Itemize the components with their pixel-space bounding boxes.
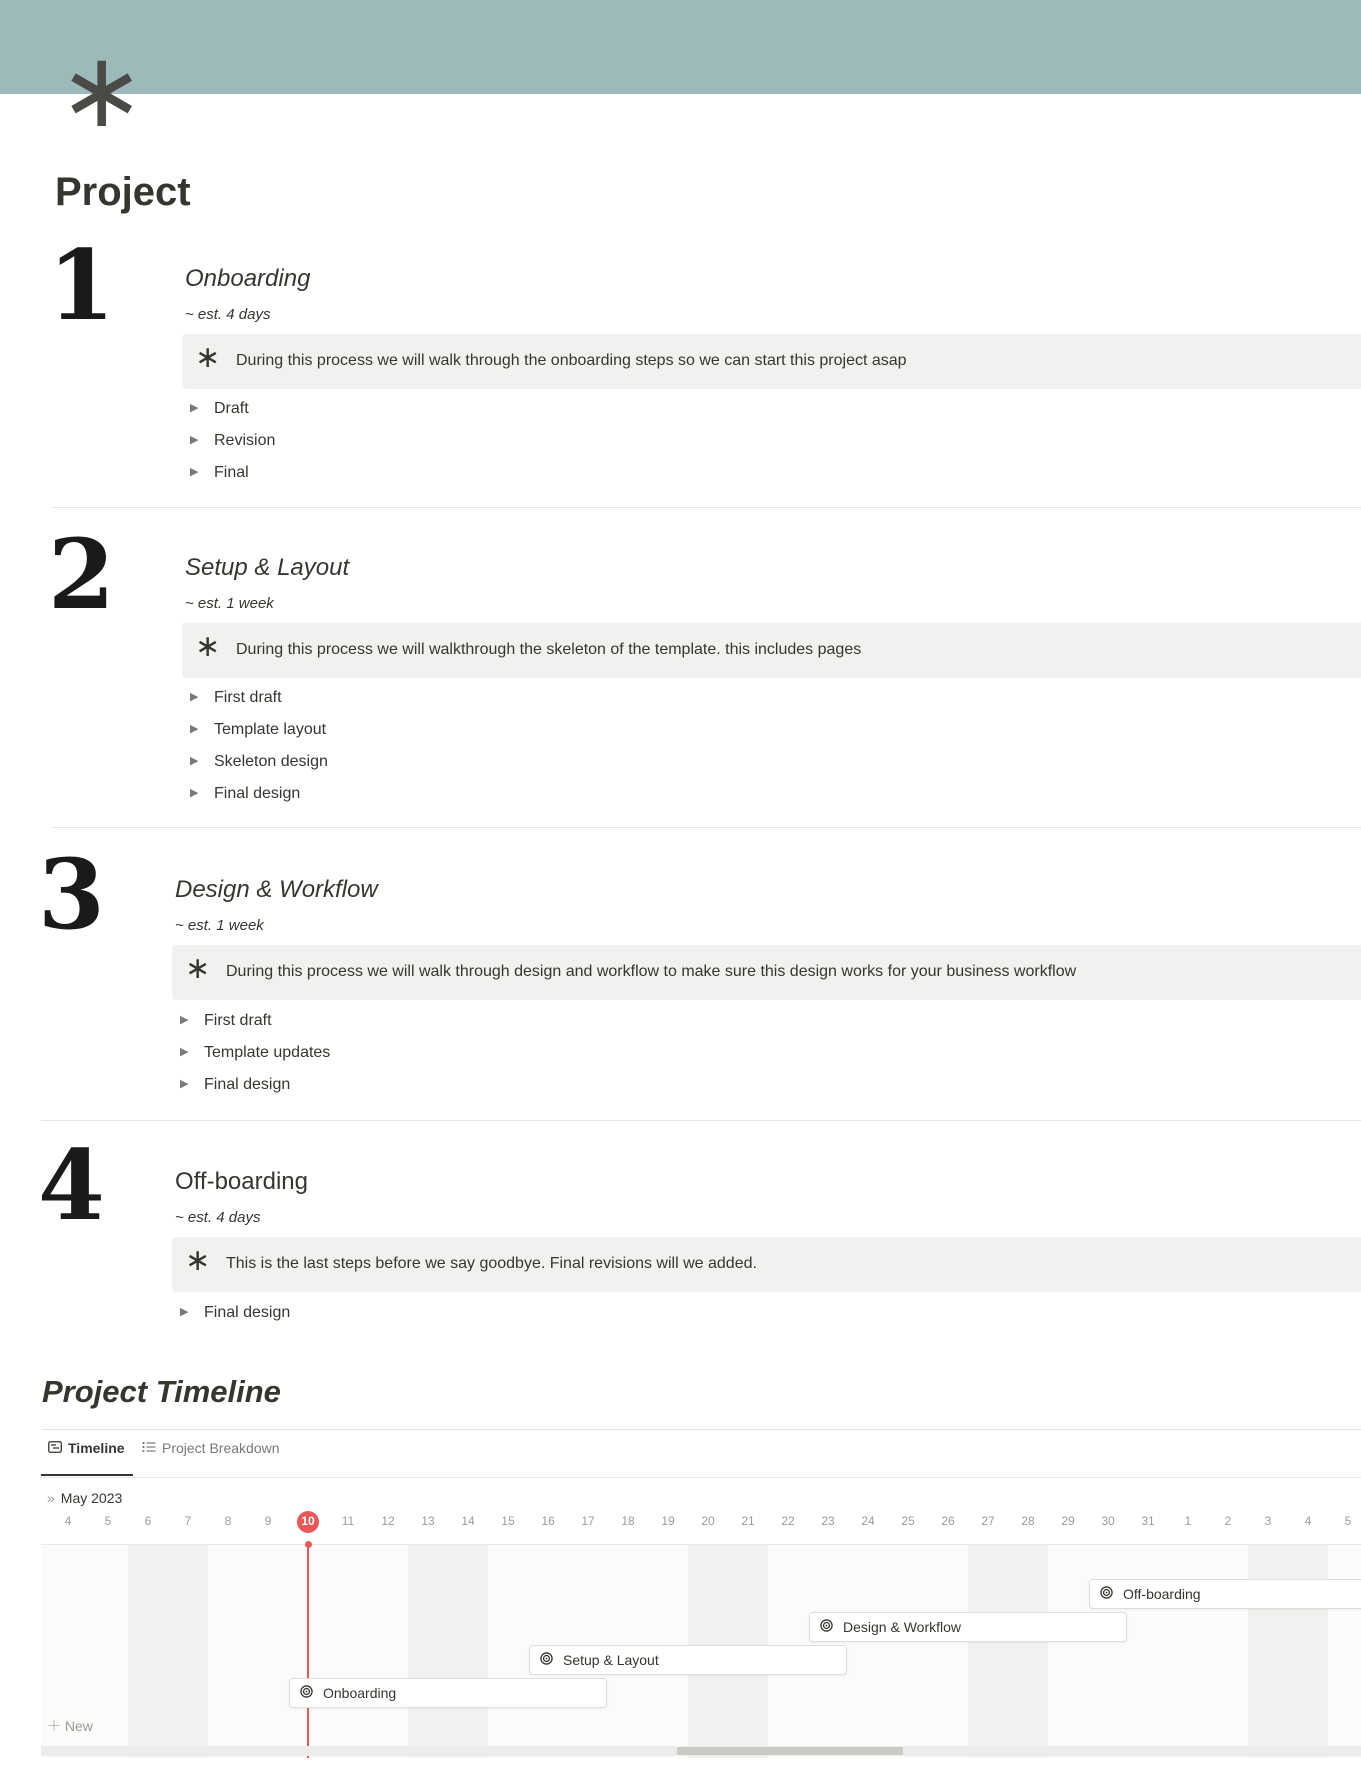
section-number: 2 bbox=[48, 518, 115, 631]
day-label: 3 bbox=[1264, 1514, 1272, 1528]
section-estimate: ~ est. 1 week bbox=[185, 595, 274, 612]
callout bbox=[182, 623, 1361, 678]
day-label: 26 bbox=[941, 1514, 955, 1528]
day-label: 23 bbox=[821, 1514, 835, 1528]
callout-text[interactable]: During this process we will walk through the onboarding steps so we can start this project asap bbox=[236, 352, 907, 369]
timeline-icon bbox=[48, 1440, 62, 1456]
toggle-label: Revision bbox=[214, 432, 276, 449]
day-label: 24 bbox=[861, 1514, 875, 1528]
toggle-item[interactable] bbox=[180, 1044, 330, 1074]
day-label: 8 bbox=[224, 1514, 232, 1528]
triangle-right-icon[interactable]: ▶ bbox=[190, 466, 199, 478]
today-marker-line bbox=[307, 1545, 309, 1758]
today-marker-dot bbox=[305, 1541, 312, 1548]
day-label: 17 bbox=[581, 1514, 595, 1528]
new-label: New bbox=[64, 1718, 93, 1734]
callout-text[interactable]: During this process we will walk through design and workflow to make sure this design works for your business workflow bbox=[226, 963, 1077, 980]
triangle-right-icon[interactable]: ▶ bbox=[180, 1078, 189, 1090]
day-label: 16 bbox=[541, 1514, 555, 1528]
bar-label: Design & Workflow bbox=[843, 1619, 962, 1635]
active-tab-indicator bbox=[41, 1474, 133, 1476]
toggle-item[interactable] bbox=[180, 1012, 272, 1042]
day-label: 31 bbox=[1141, 1514, 1155, 1528]
timeline-bar-onboarding[interactable] bbox=[289, 1678, 607, 1708]
triangle-right-icon[interactable]: ▶ bbox=[190, 723, 199, 735]
divider bbox=[42, 1429, 1361, 1430]
day-label: 20 bbox=[701, 1514, 715, 1528]
toggle-item[interactable] bbox=[190, 464, 249, 494]
tab-timeline[interactable] bbox=[48, 1440, 125, 1476]
target-icon bbox=[300, 1685, 313, 1698]
callout-text[interactable]: This is the last steps before we say goodbye. Final revisions will we added. bbox=[226, 1255, 757, 1272]
tab-label: Project Breakdown bbox=[162, 1440, 280, 1456]
section-estimate: ~ est. 4 days bbox=[175, 1209, 261, 1226]
asterisk-icon[interactable]: ∗ bbox=[195, 340, 221, 375]
day-label: 22 bbox=[781, 1514, 795, 1528]
day-label: 29 bbox=[1061, 1514, 1075, 1528]
section-title[interactable]: Design & Workflow bbox=[175, 876, 378, 903]
toggle-label: First draft bbox=[204, 1012, 272, 1029]
day-label: 5 bbox=[104, 1514, 112, 1528]
toggle-item[interactable] bbox=[190, 432, 275, 462]
asterisk-icon[interactable]: ∗ bbox=[195, 629, 221, 664]
section-estimate: ~ est. 1 week bbox=[175, 917, 264, 934]
timeline-grid[interactable] bbox=[41, 1544, 1361, 1758]
divider bbox=[41, 1477, 1361, 1478]
weekend-column bbox=[128, 1545, 208, 1758]
day-label: 12 bbox=[381, 1514, 395, 1528]
day-label: 19 bbox=[661, 1514, 675, 1528]
triangle-right-icon[interactable]: ▶ bbox=[190, 691, 199, 703]
plus-icon: ＋ bbox=[47, 1718, 61, 1734]
day-label: 13 bbox=[421, 1514, 435, 1528]
toggle-item[interactable] bbox=[190, 689, 282, 719]
triangle-right-icon[interactable]: ▶ bbox=[190, 434, 199, 446]
toggle-item[interactable] bbox=[190, 400, 249, 430]
bar-label: Off-boarding bbox=[1123, 1586, 1201, 1602]
divider bbox=[41, 1120, 1361, 1121]
double-chevron-right-icon[interactable]: » bbox=[47, 1490, 55, 1506]
triangle-right-icon[interactable]: ▶ bbox=[190, 787, 199, 799]
scrollbar-thumb[interactable] bbox=[677, 1747, 903, 1755]
toggle-label: Draft bbox=[214, 400, 249, 417]
toggle-label: Final design bbox=[204, 1076, 291, 1093]
section-title[interactable]: Setup & Layout bbox=[185, 554, 350, 581]
toggle-item[interactable] bbox=[180, 1304, 290, 1334]
triangle-right-icon[interactable]: ▶ bbox=[180, 1046, 189, 1058]
timeline-view[interactable] bbox=[41, 1484, 1361, 1758]
day-label: 15 bbox=[501, 1514, 515, 1528]
section-estimate: ~ est. 4 days bbox=[185, 306, 271, 323]
target-icon bbox=[540, 1652, 553, 1665]
day-label: 28 bbox=[1021, 1514, 1035, 1528]
page-title[interactable]: Project bbox=[55, 170, 191, 214]
toggle-label: Template layout bbox=[214, 721, 327, 738]
section-number: 4 bbox=[38, 1129, 105, 1242]
section-number: 1 bbox=[48, 229, 115, 342]
toggle-label: Final design bbox=[214, 785, 301, 802]
day-label: 30 bbox=[1101, 1514, 1115, 1528]
triangle-right-icon[interactable]: ▶ bbox=[190, 755, 199, 767]
toggle-item[interactable] bbox=[190, 721, 326, 751]
day-label: 4 bbox=[1304, 1514, 1312, 1528]
toggle-label: Skeleton design bbox=[214, 753, 328, 770]
day-label: 14 bbox=[461, 1514, 475, 1528]
section-title[interactable]: Off-boarding bbox=[175, 1168, 308, 1195]
asterisk-icon[interactable]: ∗ bbox=[185, 951, 211, 986]
day-label: 1 bbox=[1184, 1514, 1192, 1528]
target-icon bbox=[1100, 1586, 1113, 1599]
section-title[interactable]: Onboarding bbox=[185, 265, 311, 292]
horizontal-scrollbar[interactable] bbox=[41, 1746, 1361, 1756]
bar-label: Setup & Layout bbox=[563, 1652, 659, 1668]
triangle-right-icon[interactable]: ▶ bbox=[180, 1306, 189, 1318]
tab-project-breakdown[interactable] bbox=[142, 1440, 280, 1476]
day-header bbox=[41, 1512, 1361, 1532]
new-item-button[interactable] bbox=[47, 1716, 93, 1736]
toggle-label: Final bbox=[214, 464, 249, 481]
callout bbox=[182, 334, 1361, 389]
day-label: 27 bbox=[981, 1514, 995, 1528]
weekend-column bbox=[968, 1545, 1048, 1758]
divider bbox=[52, 827, 1361, 828]
weekend-column bbox=[1248, 1545, 1328, 1758]
toggle-label: Final design bbox=[204, 1304, 291, 1321]
toggle-item[interactable] bbox=[190, 785, 300, 815]
tab-label: Timeline bbox=[68, 1440, 125, 1456]
day-label: 21 bbox=[741, 1514, 755, 1528]
toggle-label: Template updates bbox=[204, 1044, 331, 1061]
day-label: 11 bbox=[341, 1514, 355, 1528]
day-label: 6 bbox=[144, 1514, 152, 1528]
callout bbox=[172, 1237, 1361, 1292]
month-text: May 2023 bbox=[60, 1490, 123, 1506]
asterisk-icon[interactable]: ∗ bbox=[185, 1243, 211, 1278]
timeline-bar-design-workflow[interactable] bbox=[809, 1612, 1127, 1642]
callout-text[interactable]: During this process we will walkthrough the skeleton of the template. this includes pages bbox=[236, 641, 862, 658]
day-label: 5 bbox=[1344, 1514, 1352, 1528]
target-icon bbox=[820, 1619, 833, 1632]
triangle-right-icon[interactable]: ▶ bbox=[180, 1014, 189, 1026]
timeline-heading[interactable]: Project Timeline bbox=[42, 1374, 281, 1409]
timeline-bar-setup-layout[interactable] bbox=[529, 1645, 847, 1675]
page-cover bbox=[0, 0, 1361, 94]
day-label: 10 bbox=[301, 1514, 315, 1528]
callout bbox=[172, 945, 1361, 1000]
timeline-bar-off-boarding[interactable] bbox=[1089, 1579, 1361, 1609]
section-number: 3 bbox=[38, 838, 105, 951]
bar-label: Onboarding bbox=[323, 1685, 397, 1701]
toggle-item[interactable] bbox=[190, 753, 328, 783]
day-label: 2 bbox=[1224, 1514, 1232, 1528]
month-label[interactable] bbox=[47, 1490, 122, 1506]
toggle-item[interactable] bbox=[180, 1076, 290, 1106]
weekend-column bbox=[408, 1545, 488, 1758]
asterisk-icon[interactable]: ∗ bbox=[58, 29, 146, 151]
triangle-right-icon[interactable]: ▶ bbox=[190, 402, 199, 414]
day-label: 25 bbox=[901, 1514, 915, 1528]
day-label: 7 bbox=[184, 1514, 192, 1528]
divider bbox=[52, 507, 1361, 508]
list-icon bbox=[142, 1440, 156, 1456]
day-label: 9 bbox=[264, 1514, 272, 1528]
day-label: 4 bbox=[64, 1514, 72, 1528]
toggle-label: First draft bbox=[214, 689, 282, 706]
day-label: 18 bbox=[621, 1514, 635, 1528]
